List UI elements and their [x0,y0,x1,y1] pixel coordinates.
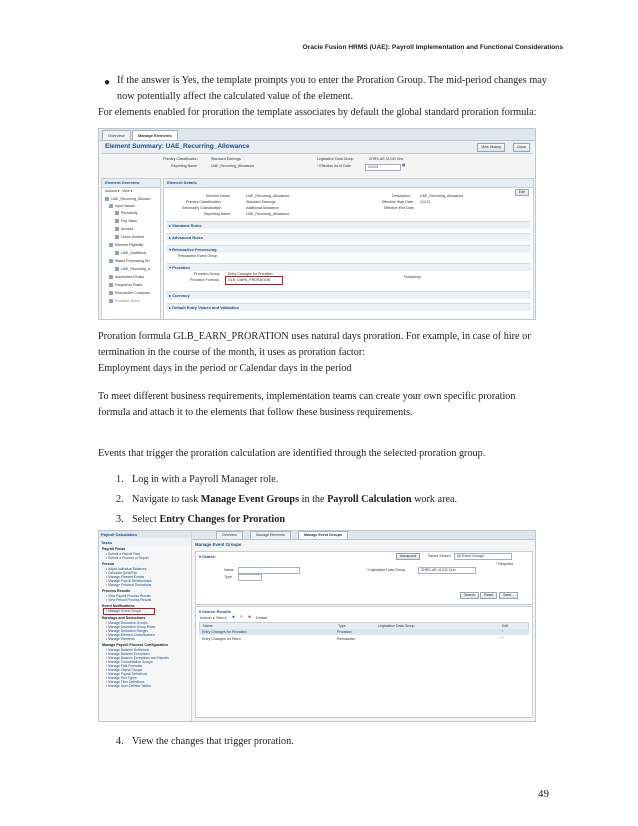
tree-node[interactable]: Proration Rules [109,299,140,303]
ldg-label: Legislative Data Group [317,157,354,161]
expand-icon: ▸ [169,223,173,228]
nav-item[interactable]: • Manage Elements [106,637,135,641]
element-overview-title: Element Overview [102,179,160,188]
detail-label: Effective Start Date [382,200,413,204]
nav-section: Payroll Flows [102,547,126,551]
section-default-entry-values[interactable]: ▸ Default Entry Values and Validation [166,303,531,311]
tree-node[interactable]: Amount [115,227,133,231]
done-button[interactable]: Done [513,143,530,152]
ldg-label: * Legislative Data Group [366,568,405,572]
section-advanced-rules[interactable]: ▸ Advanced Rules [166,233,531,241]
detail-value: UAE_Recurring_Allowance [246,194,290,198]
search-panel [195,551,533,605]
effective-date-label: * Effective As-of Date [317,164,351,168]
element-details-title: Element Details [164,179,533,188]
effective-date-input[interactable]: 1/1/13 [365,164,401,171]
step-3: Select Entry Changes for Proration [132,514,286,525]
tab-manage-elements[interactable]: Manage Elements [250,531,291,539]
page-title: Manage Event Groups [195,542,242,547]
nav-item[interactable]: • Submit a Process or Report [106,556,149,560]
nav-item[interactable]: • Manage Balance Definitions [106,648,149,652]
events-paragraph: Events that trigger the proration calculation are identified through the selected proration group. [98,448,486,459]
title-bar [101,141,533,154]
tree-node[interactable]: Hours Worked [115,235,144,239]
view-menu[interactable]: View ▾ [216,616,227,620]
nav-item[interactable]: • Manage Element Classifications [106,633,155,637]
section-proration[interactable]: ▾ Proration [166,263,531,271]
nav-item[interactable]: • Manage Balance Exceptions and Reports [106,656,169,660]
bullet-paragraph: If the answer is Yes, the template prompts you to enter the Proration Group. The mid-period changes may now potentially affect the calculated value of the element. [117,75,547,102]
advanced-button[interactable]: Advanced [396,553,420,560]
nav-section: Event Notifications [102,604,135,608]
nav-item[interactable]: • Manage Balance Exceptions [106,652,150,656]
results-panel [195,606,533,718]
view-history-button[interactable]: View History [477,143,505,152]
search-title: ▾ Search [199,554,216,559]
detail-value: UAE_Recurring_Allowance [420,194,464,198]
ldg-select[interactable]: ZHRX-AE-VLDG One [418,567,476,574]
page-title: Element Summary: UAE_Recurring_Allowance [105,143,250,150]
retro-event-group-label: Retroactive Event Group [178,254,218,258]
days-paragraph: Employment days in the period or Calendar days in the period [98,363,352,374]
nav-item[interactable]: • Manage Time Definitions [106,680,144,684]
running-header: Oracle Fusion HRMS (UAE): Payroll Implementation and Functional Considerations [302,44,563,51]
tree-node[interactable]: Input Values [109,204,135,208]
expand-icon: ▸ [169,235,172,240]
tree-node[interactable]: Pay Value [115,219,137,223]
nav-item[interactable]: • Manage Object Groups [106,668,142,672]
section-standard-rules[interactable]: ▸ Standard Rules [166,221,531,229]
detail-label: Element Name [206,194,230,198]
edit-button[interactable]: Edit [515,189,529,196]
tree-node[interactable]: Periodicity [115,211,138,215]
detail-value: UAE_Recurring_Allowance [246,212,290,216]
step-2: Navigate to task Manage Event Groups in the Payroll Calculation work area. [132,494,458,505]
nav-item[interactable]: • View Payroll Process Results [106,594,151,598]
nav-item[interactable]: • Submit a Payroll Flow [106,552,140,556]
name-label: Name [224,568,234,572]
nav-item[interactable]: • Adjust Individual Balances [106,567,146,571]
app-title: Payroll Calculation [99,531,191,538]
tasks-header: Tasks [99,539,191,546]
tab-bar [192,531,535,540]
row-type: Proration [337,630,352,634]
step-4: View the changes that trigger proration. [132,736,294,747]
table-row[interactable] [199,636,529,642]
actions-menu[interactable]: Actions ▾ [105,189,120,193]
element-overview-panel [101,178,161,320]
nav-item[interactable]: • Calculate QuickPay [106,571,137,575]
nav-item[interactable]: • Manage Personal Deductions [106,583,151,587]
tree-node[interactable]: Retroactive Compone [109,291,150,295]
nav-section: Person [102,562,115,566]
step-number: 4. [116,736,124,747]
tree-node[interactable]: Element Eligibility [109,243,143,247]
row-name: Entry Changes for Proration [202,630,247,634]
detail-value: Additional Allowance [246,206,279,210]
proration-formula-label: Proration Formula [190,278,219,282]
nav-section: Process Results [102,589,130,593]
tab-manage-event-groups[interactable]: Manage Event Groups [298,531,348,539]
nav-item[interactable]: • View Person Process Results [106,598,151,602]
collapse-icon: ▾ [199,609,203,614]
detail-value: Standard Earnings [246,200,276,204]
detach-button[interactable]: Detach [256,616,268,620]
frequency-label: Frequency [404,275,421,279]
detail-label: Reporting Name [204,212,231,216]
row-name: Entry Changes for Retro [202,637,241,641]
expand-icon: ▸ [169,305,173,310]
save-button[interactable]: Save... [499,592,518,599]
primary-classification-value: Standard Earnings [211,157,241,161]
calendar-icon[interactable]: ▦ [402,163,406,167]
nav-item[interactable]: • Manage User-Defined Tables [106,684,151,688]
column-header[interactable]: Edit [502,624,509,628]
intro-paragraph: For elements enabled for proration the template associates by default the global standard proration formula: [98,107,537,118]
nav-item[interactable]: • Manage Deduction Group Rules [106,625,155,629]
results-title: ▾ Search Results [199,609,232,614]
reporting-name-value: UAE_Recurring_Allowance [211,164,255,168]
nav-item-manage-event-groups[interactable]: • Manage Event Groups [106,609,141,613]
table-row[interactable] [199,629,529,635]
nav-item[interactable]: • Manage Run Types [106,676,137,680]
nav-section: Earnings and Deductions [102,616,146,620]
tab-overview[interactable]: Overview [102,130,131,140]
tree-node[interactable]: Autoindirect Rules [109,275,144,279]
detail-value: 1/1/13 [420,200,430,204]
proration-formula-value: GLB_EARN_PRORATION [228,278,271,282]
different-requirements-paragraph: To meet different business requirements, implementation teams can create your own specific proration formula and attach it to the elements that follow these business requirements. [98,391,516,418]
page-number: 49 [538,788,549,800]
nav-item[interactable]: • Manage Payroll Definitions [106,672,147,676]
required-note: * Required [496,562,513,566]
detail-label: Secondary Classification [182,206,222,210]
element-details-panel [163,178,534,320]
detail-label: Description [392,194,410,198]
add-icon[interactable]: ✚ [232,615,236,619]
formula-paragraph-line1: Proration formula GLB_EARN_PRORATION uses natural days proration. For example, in case of hire or termination in the course of the month, it uses as proration factor: [98,331,531,358]
nav-item[interactable]: • Manage Element Entries [106,575,144,579]
tree-node[interactable]: Frequency Rules [109,283,142,287]
expand-icon: ▸ [169,293,173,298]
reset-button[interactable]: Reset [480,592,497,599]
bullet-icon: ● [104,77,111,88]
step-1: Log in with a Payroll Manager role. [132,474,279,485]
tasks-panel [99,531,192,721]
detail-label: Primary Classification [186,200,221,204]
step-number: 3. [116,514,124,525]
search-button[interactable]: Search [460,592,479,599]
step-number: 1. [116,474,124,485]
detail-label: Effective End Date [384,206,414,210]
proration-group-value: Entry Changes for Proration [228,272,273,276]
nav-section: Manage Payroll Process Configuration [102,643,168,647]
manage-event-groups-screenshot [98,530,536,722]
edit-icon[interactable]: ✎ [501,636,505,640]
tab-manage-elements[interactable]: Manage Elements [132,130,178,140]
collapse-icon: ▾ [199,554,203,559]
tree-node[interactable]: UAE_Recurring_Allowan [105,197,151,201]
edit-icon[interactable]: ✎ [240,615,244,619]
view-menu[interactable]: View ▾ [122,189,133,193]
element-summary-screenshot [98,128,536,320]
proration-group-label: Proration Group [194,272,220,276]
column-header[interactable]: Name [203,624,213,628]
name-input[interactable] [238,567,300,574]
delete-icon[interactable]: ✖ [248,615,252,619]
tree-node[interactable]: UAE_Additional [115,251,146,255]
nav-item[interactable]: • Manage Consolidation Groups [106,660,153,664]
collapse-icon: ▾ [169,247,173,252]
tab-overview[interactable]: Overview [216,531,243,539]
section-retroactive-processing[interactable]: ▾ Retroactive Processing [166,245,531,253]
type-select[interactable] [238,574,262,581]
row-type: Retroactive [337,637,356,641]
collapse-icon: ▾ [169,265,173,270]
tab-bar [99,129,535,141]
reporting-name-label: Reporting Name [171,164,198,168]
primary-classification-label: Primary Classification [163,157,198,161]
nav-item[interactable]: • Manage Fast Formulas [106,664,142,668]
nav-item[interactable]: • Manage Deduction Ranges [106,629,148,633]
saved-search-select[interactable]: All Event Groups [454,553,512,560]
nav-item[interactable]: • Manage Payroll Relationships [106,579,152,583]
column-header[interactable]: Type [338,624,346,628]
saved-search-label: Saved Search [428,554,451,558]
actions-menu[interactable]: Actions ▾ [200,616,215,620]
step-number: 2. [116,494,124,505]
column-header[interactable]: Legislative Data Group [378,624,415,628]
edit-icon[interactable]: ✎ [501,629,505,633]
tree-node[interactable]: Status Processing Ru [109,259,150,263]
type-label: Type [224,575,232,579]
tree-node[interactable]: UAE_Recurring_A [115,267,150,271]
ldg-value: ZHRX-AE-VLDG One [369,157,404,161]
section-currency[interactable]: ▸ Currency [166,291,531,299]
nav-item[interactable]: • Manage Deduction Groups [106,621,147,625]
